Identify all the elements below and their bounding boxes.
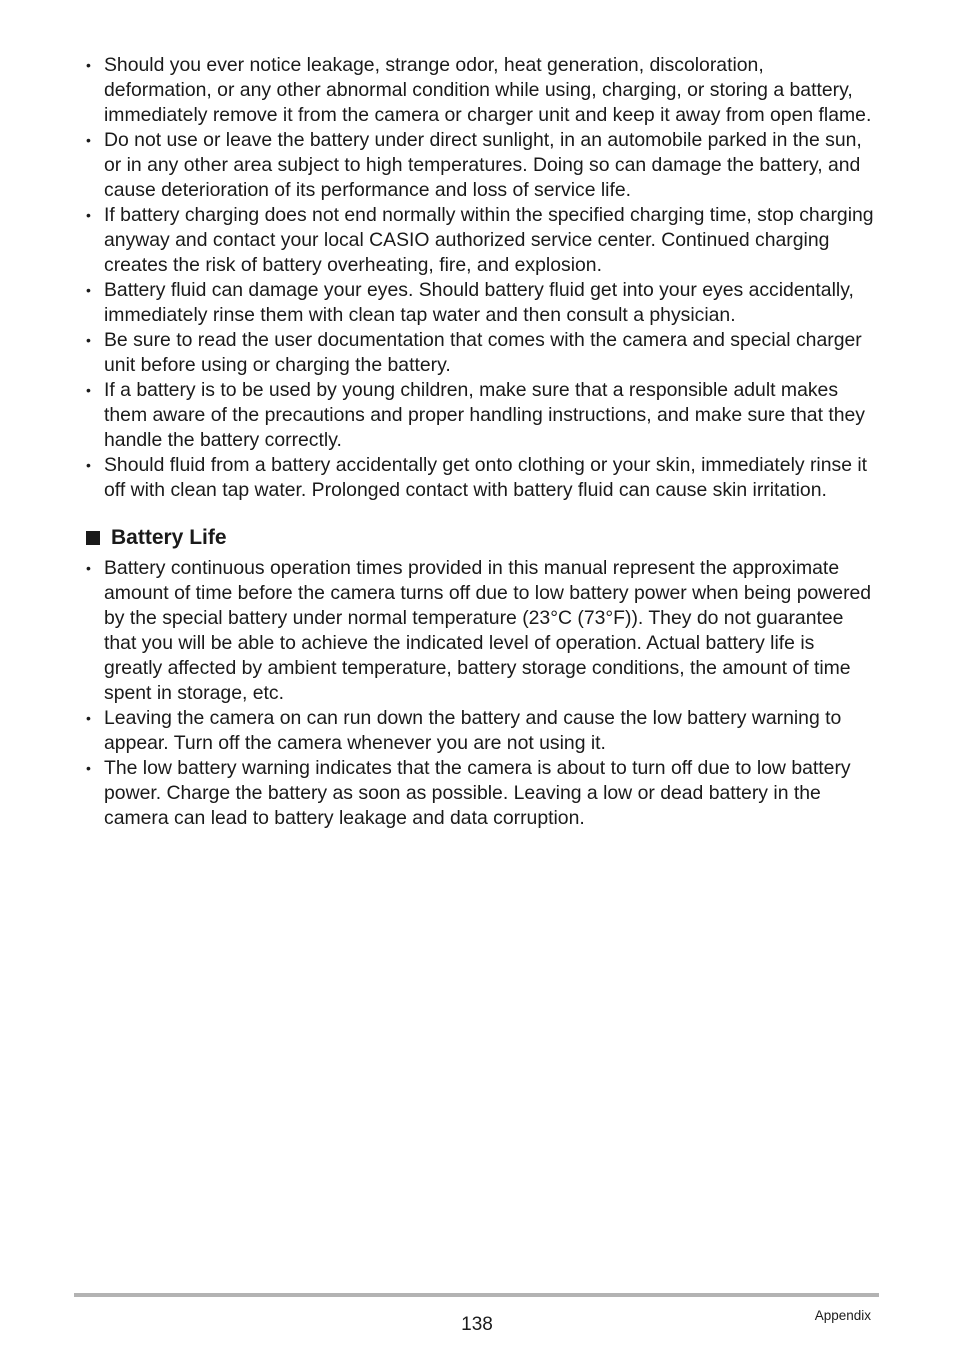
bullet-icon: • — [86, 560, 91, 576]
list-item — [86, 328, 876, 378]
section-title: Battery Life — [111, 526, 227, 549]
list-item — [86, 203, 876, 278]
bullet-icon: • — [86, 132, 91, 148]
list-item-text: Leaving the camera on can run down the battery and cause the low battery warning to appear. Turn off the camera whenever you are not using it. — [104, 707, 842, 754]
footer-divider — [74, 1293, 879, 1297]
list-item — [86, 378, 876, 453]
page-content — [86, 53, 876, 831]
list-item — [86, 128, 876, 203]
list-item — [86, 278, 876, 328]
list-item-text: The low battery warning indicates that the camera is about to turn off due to low battery power. Charge the battery as soon as possible. Leaving a low or dead battery in the camera can lead to battery leakage and data corruption. — [104, 757, 851, 829]
list-item — [86, 706, 876, 756]
list-item-text: Battery continuous operation times provided in this manual represent the approximate amount of time before the camera turns off due to low battery power when being powered by the special battery under normal temperature (23°C (73°F)). They do not guarantee that you will be able to achieve the indicated level of operation. Actual battery life is greatly affected by ambient temperature, battery storage conditions, the amount of time spent in storage, etc. — [104, 557, 872, 704]
precautions-list — [86, 53, 876, 503]
bullet-icon: • — [86, 207, 91, 223]
bullet-icon: • — [86, 57, 91, 73]
bullet-icon: • — [86, 332, 91, 348]
list-item — [86, 556, 876, 706]
footer-section-label: Appendix — [814, 1308, 871, 1323]
list-item — [86, 756, 876, 831]
bullet-icon: • — [86, 382, 91, 398]
list-item — [86, 453, 876, 503]
bullet-icon: • — [86, 282, 91, 298]
bullet-icon: • — [86, 710, 91, 726]
bullet-icon: • — [86, 457, 91, 473]
bullet-icon: • — [86, 760, 91, 776]
square-bullet-icon — [86, 531, 100, 545]
list-item-text: Be sure to read the user documentation that comes with the camera and special charger unit before using or charging the battery. — [104, 329, 862, 376]
battery-life-list — [86, 556, 876, 831]
list-item-text: Battery fluid can damage your eyes. Should battery fluid get into your eyes accidentally, immediately rinse them with clean tap water and then consult a physician. — [104, 279, 854, 326]
list-item-text: If battery charging does not end normally within the specified charging time, stop charging anyway and contact your local CASIO authorized service center. Continued charging creates the risk of battery overheating, fire, and explosion. — [104, 204, 874, 276]
list-item-text: If a battery is to be used by young children, make sure that a responsible adult makes them aware of the precautions and proper handling instructions, and make sure that they handle the battery correctly. — [104, 379, 865, 451]
list-item-text: Should you ever notice leakage, strange odor, heat generation, discoloration, deformation, or any other abnormal condition while using, charging, or storing a battery, immediately remove it from the camera or charger unit and keep it away from open flame. — [104, 54, 872, 126]
battery-life-heading — [86, 524, 876, 552]
list-item-text: Do not use or leave the battery under direct sunlight, in an automobile parked in the sun, or in any other area subject to high temperatures. Doing so can damage the battery, and cause deterioration of its performance and loss of service life. — [104, 129, 862, 201]
list-item — [86, 53, 876, 128]
list-item-text: Should fluid from a battery accidentally get onto clothing or your skin, immediately rinse it off with clean tap water. Prolonged contact with battery fluid can cause skin irritation. — [104, 454, 868, 501]
page-number: 138 — [461, 1314, 493, 1335]
